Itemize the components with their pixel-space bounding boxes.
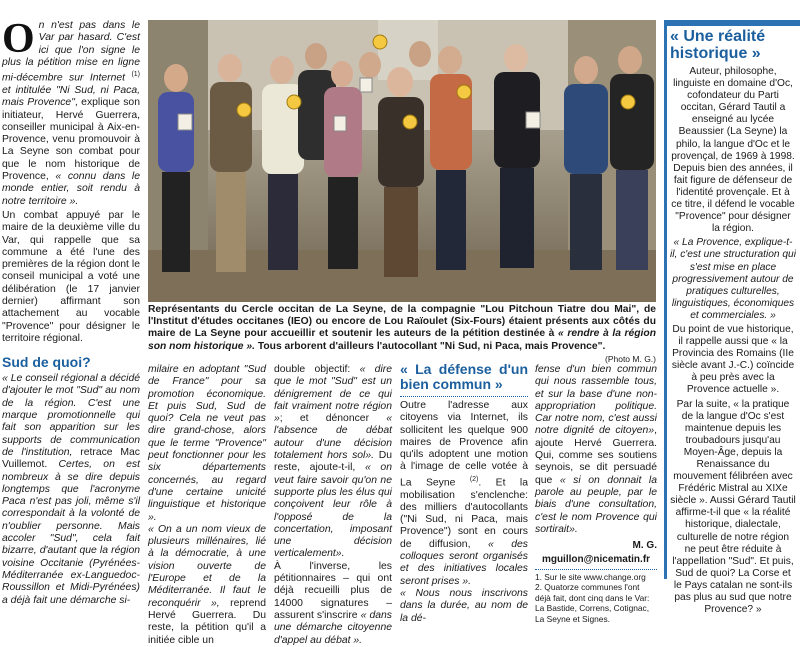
subheading-defense-bien-commun: « La défense d'un bien commun » (400, 361, 528, 392)
sidebar-paragraph: Auteur, philosophe, linguiste en domaine d'Oc, cofondateur du Parti occitan, Gérard Tautil a enseigné au lycée Beaussier (La Seyne) la philo, la langue d'Oc et le provençal, de 1969 à 1998. Depuis bien des années, il fait figure de défenseur de l'identité provençale. Et à ce titre, il défend le vocable "Provence" pour désigner la région. (671, 66, 795, 235)
column-5 (535, 364, 657, 624)
paragraph: double objectif: « dire que le mot "Sud" est un dénigrement de ce qui fait vraiment notre région »; et dénoncer « l'absence de débat autour d'une décision totalement hors sol». Du reste, ajoute-t-il, « on veut faire savoir qu'on ne supporte plus les élus qui conçoivent leur rôle à l'opposé de la concertation, imposant une décision verticalement». (274, 364, 392, 560)
subheading-sud-de-quoi: Sud de quoi? (2, 354, 91, 371)
column-3 (274, 364, 392, 647)
paragraph: fense d'un bien commun qui nous rassemble tous, et sur la base d'une non-appropriation politique. Car notre nom, c'est aussi notre dignité de citoyen», ajoute Hervé Guerrera. Qui, comme ses soutiens seynois, se dit persuadé que « si on donnait la parole au peuple, par le biais d'une consultation, c'est le nom Provence qui sortirait». (535, 364, 657, 535)
column-1 (2, 16, 141, 607)
photo-credit: (Photo M. G.) (604, 353, 656, 364)
paragraph: Outre l'adresse aux citoyens via Internet, ils sollicitent les quelque 900 maires de Provence afin qu'ils adoptent une motion à l'image de celle votée à La Seyne $^{(2)}$. Et la mobilisation s'enclenche: des milliers d'autocollants ("Ni Sud, ni Paca, mais Provence") sont en cours de diffusion, « des colloques seront organisés et des initiatives locales seront prises ». (400, 400, 529, 587)
author-initials: M. G. (632, 540, 657, 552)
column-2 (148, 364, 266, 647)
footnote-1: 1. Sur le site www.change.org (535, 571, 646, 582)
paragraph: « On a un nom vieux de plusieurs millénaires, lié à la démocratie, à une vision ouverte de l'Europe et de la Méditerranée. Il faut le reconquérir », reprend Hervé Guerrera. Du reste, la pétition qu'il a initiée cible un (148, 523, 266, 646)
paragraph: « Le conseil régional a décidé d'ajouter le mot "Sud" au nom de la région. C'est une marque promotionnelle qui fait son apparition sur les supports de communication de l'institution, retrace Mac Vuillemot. Certes, on est nombreux à se dire depuis longtemps que l'acronyme Paca n'est pas joli, même s'il correspondait à la volonté de n'oublier personne. Mais accoler "Sud", cela fait bizarre, d'autant que la région voisine Occitanie (Pyrénées-Méditerranée ex-Languedoc-Roussillon et Midi-Pyrénées) a déjà fait une démarche si- (2, 373, 141, 606)
intro-paragraph: On n'est pas dans le Var par hasard. C'est ici que l'on signe le plus la pétition mise en ligne mi-décembre sur Internet $^{(1)}$ et intitulée "Ni Sud, ni Paca, mais Provence", explique son initiateur, Hervé Guerrera, conseiller municipal à Aix-en-Provence, venu promouvoir à La Seyne son combat pour que le nom historique de Provence, « connu dans le monde entier, soit rendu à notre territoire ». (2, 16, 141, 207)
sidebar-title: « Une réalité historique » (670, 28, 766, 62)
sidebar-paragraph: Par la suite, « la pratique de la langue d'Oc s'est maintenue depuis les troubadours jusqu'au Moyen-Âge, depuis la Renaissance du mouvement félibréen avec Frédéric Mistral au XIXe siècle ». Aussi Gérard Tautil affirme-t-il que « la réalité historique, dialectale, culturelle de notre région ne peut être réduite à l'appellation "Sud". Et puis, Sud de quoi? La Corse et le Pays catalan ne sont-ils pas plus au sud que notre Provence? » (670, 398, 796, 616)
column-4 (400, 360, 528, 625)
paragraph: « Nous nous inscrivons dans la durée, au nom de la dé- (400, 587, 528, 624)
group-photo (148, 20, 656, 302)
author-email: mguillon@nicematin.fr (541, 554, 651, 566)
sidebar-text (670, 66, 796, 616)
paragraph: À l'inverse, les pétitionnaires – qui ont déjà recueilli plus de 14000 signatures – assurent s'inscrire « dans une démarche citoyenne d'appel au débat ». (274, 560, 392, 646)
sidebar-accent-bar (664, 20, 800, 26)
paragraph: Un combat appuyé par le maire de la deuxième ville du Var, qui rappelle que sa commune a été l'une des premières de la région dont le conseil municipal a voté une délibération (le 17 janvier dernier) affirmant son attachement au vocable "Provence" pour désigner le territoire régional. (2, 209, 140, 344)
sidebar-paragraph: « La Provence, explique-t-il, c'est une structuration qui s'est mise en place progressivement autour de pratiques culturelles, linguistiques, économiques et commerciales. » (670, 237, 796, 321)
photo-caption: Représentants du Cercle occitan de La Seyne, de la compagnie "Lou Pitchoun Tiatre dou Mai", de l'Institut d'études occitanes (IEO) ou encore de Lou Raïoulet (Six-Fours) étaient présents aux côtés du maire de La Seyne pour accueillir et soutenir les auteurs de la pétition destinée à « rendre à la région son nom historique ». Tous arborent d'ailleurs l'autocollant "Ni Sud, ni Paca, mais Provence". (Photo M. G.) (148, 304, 656, 364)
drop-cap: O (2, 16, 35, 62)
group-photo-illustration (148, 20, 656, 302)
paragraph: milaire en adoptant "Sud de France" pour sa promotion économique. Et puis Sud, Sud de quoi? Cela ne veut pas dire grand-chose, alors que le terme "Provence" peut fonctionner pour les six départements concernés, au regard d'une certaine unicité linguistique et historique ». (148, 364, 266, 523)
footnote-2: 2. Quatorze communes l'ont déjà fait, dont cinq dans le Var: La Bastide, Correns, Cotignac, La Seyne et Signes. (535, 582, 650, 624)
sidebar-paragraph: Du point de vue historique, il rappelle aussi que « la Provincia des Romains (IIe siècle avant J.-C.) coïncide à peu près avec la Provence actuelle ». (671, 323, 795, 396)
